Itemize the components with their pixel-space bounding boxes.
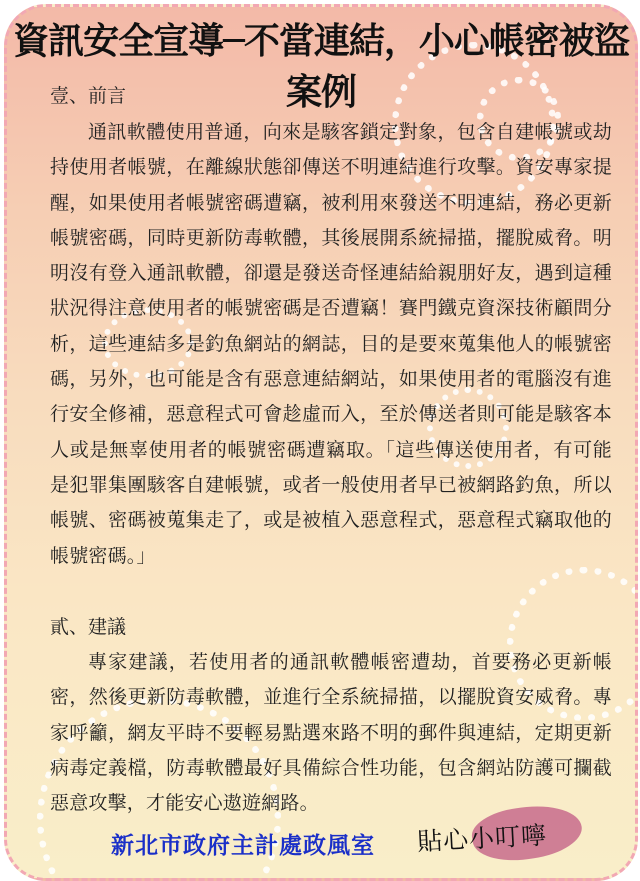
section-heading-intro: 壹、前言	[50, 85, 127, 107]
section-heading-suggestions: 貳、建議	[50, 616, 127, 638]
page-title: 資訊安全宣導─不當連結，小心帳密被盜案例	[13, 21, 629, 113]
reminder-sticker: 貼心小叮嚀	[416, 820, 548, 857]
poster	[4, 4, 638, 881]
organization-name: 新北市政府主計處政風室	[111, 832, 375, 859]
section-body-suggestions: 專家建議，若使用者的通訊軟體帳密遭劫，首要務必更新帳密，然後更新防毒軟體，並進行全系統掃描，以擺脫資安威脅。專家呼籲，網友平時不要輕易點選來路不明的郵件與連結，定期更新病毒定義檔，防毒軟體最好具備綜合性功能，包含網站防護可攔截惡意攻擊，才能安心遨遊網路。	[50, 651, 612, 815]
section-body-intro: 通訊軟體使用普通，向來是駭客鎖定對象，包含自建帳號或劫持使用者帳號，在離線狀態卻傳送不明連結進行攻擊。資安專家提醒，如果使用者帳號密碼遭竊，被利用來發送不明連結，務必更新帳號密碼，同時更新防毒軟體，其後展開系統掃描，擺脫威脅。明明沒有登入通訊軟體，卻還是發送奇怪連結給親朋好友，遇到這種狀況得注意使用者的帳號密碼是否遭竊！賽門鐵克資深技術顧問分析，這些連結多是釣魚網站的網誌，目的是要來蒐集他人的帳號密碼，另外，也可能是含有惡意連結網站，如果使用者的電腦沒有進行安全修補，惡意程式可會趁虛而入，至於傳送者則可能是駭客本人或是無辜使用者的帳號密碼遭竊取。「這些傳送使用者，有可能是犯罪集團駭客自建帳號，或者一般使用者早已被網路釣魚，所以帳號、密碼被蒐集走了，或是被植入惡意程式，惡意程式竊取他的帳號密碼。」	[50, 121, 612, 567]
